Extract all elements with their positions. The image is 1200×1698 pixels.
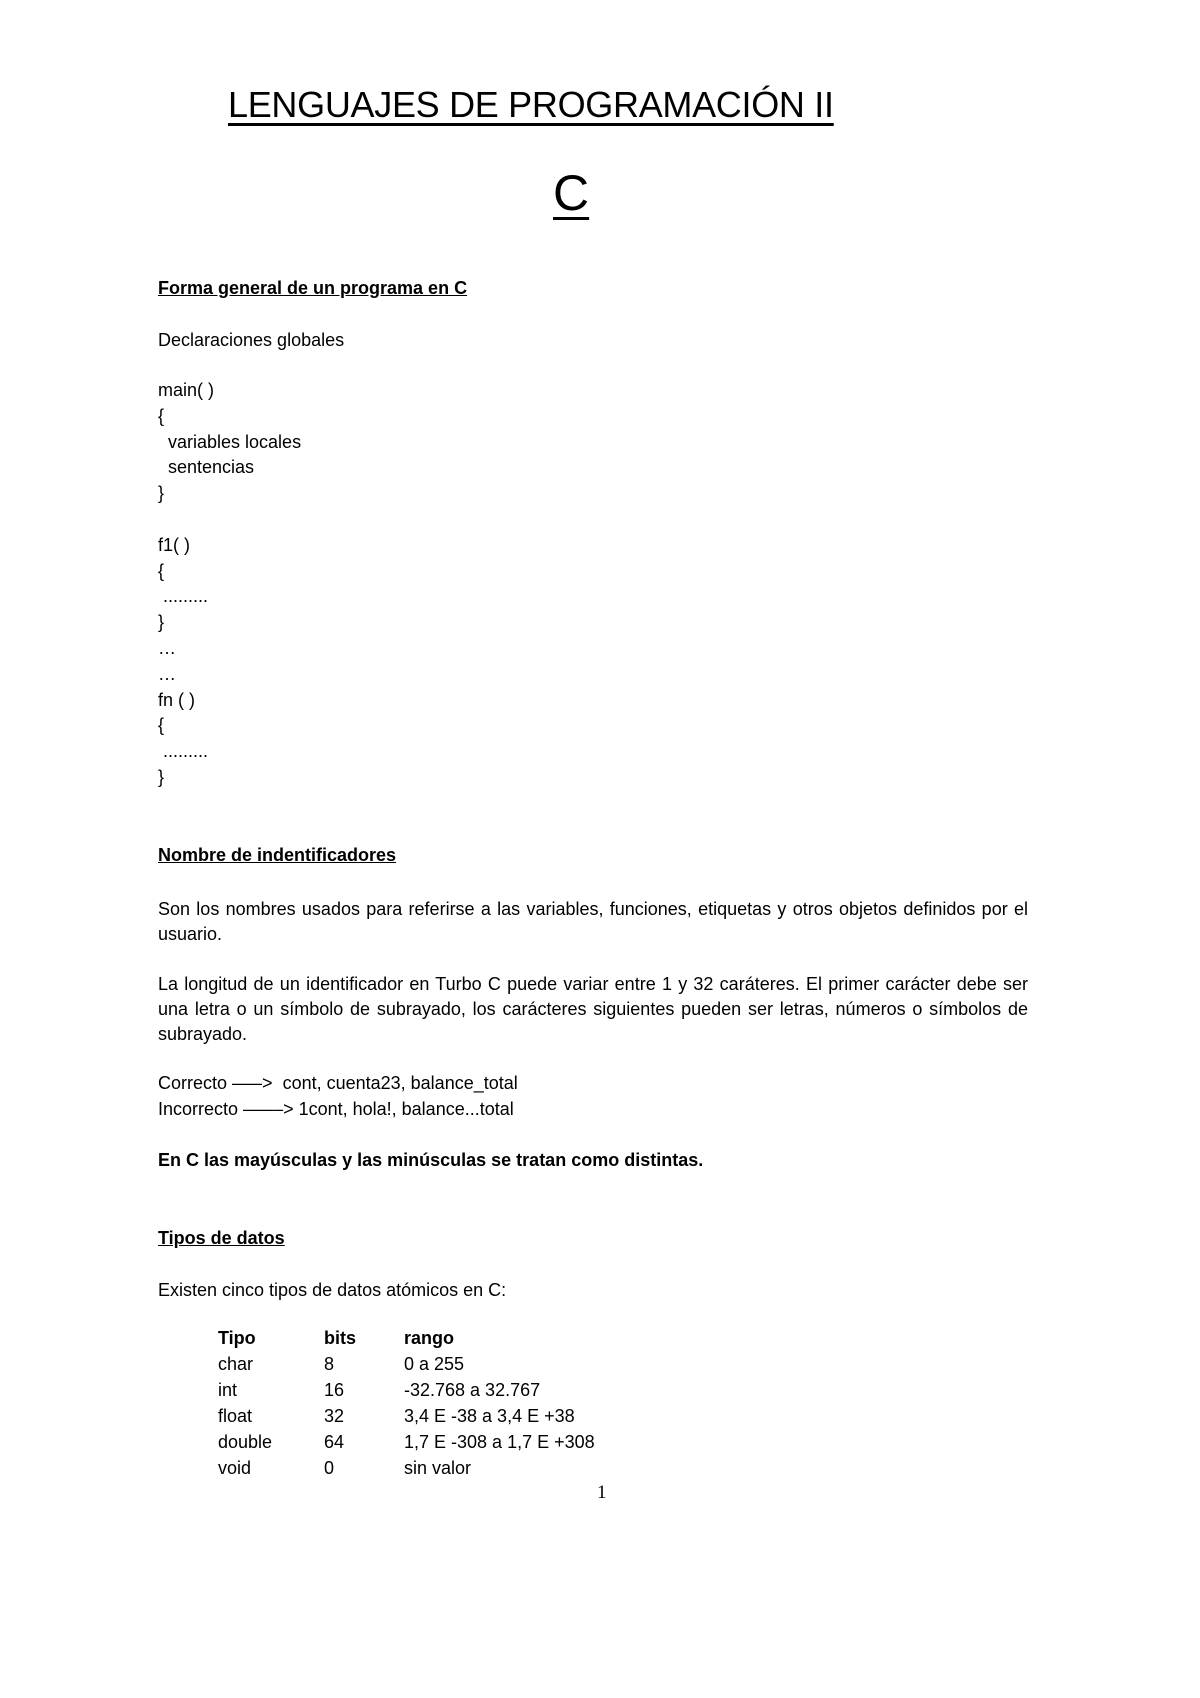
code-line: variables locales: [158, 431, 302, 452]
correct-example-line: Correcto –––> cont, cuenta23, balance_total: [158, 1073, 518, 1093]
table-row: [218, 1406, 595, 1432]
range-cell: 0 a 255: [404, 1354, 465, 1374]
section-heading-identificadores: Nombre de indentificadores: [158, 845, 397, 865]
code-line: {: [158, 715, 165, 736]
table-row: [218, 1458, 595, 1484]
case-sensitivity-note: En C las mayúsculas y las minúsculas se tratan como distintas.: [158, 1150, 704, 1170]
code-line: {: [158, 405, 165, 426]
table-header-row: [218, 1328, 595, 1354]
code-line: }: [158, 766, 165, 787]
section-heading-tipos-datos: Tipos de datos: [158, 1228, 285, 1248]
code-line: f1( ): [158, 534, 191, 555]
type-cell: double: [218, 1432, 273, 1452]
code-line: sentencias: [158, 457, 255, 478]
data-types-intro: Existen cinco tipos de datos atómicos en C:: [158, 1280, 507, 1300]
type-cell: int: [218, 1380, 238, 1400]
range-cell: 1,7 E -308 a 1,7 E +308: [404, 1432, 595, 1452]
bits-cell: 0: [324, 1458, 335, 1478]
code-line: .........: [158, 741, 209, 762]
data-types-table: [218, 1328, 595, 1484]
incorrect-example-line: Incorrecto ––––> 1cont, hola!, balance...total: [158, 1099, 514, 1119]
identifiers-paragraph-1: Son los nombres usados para referirse a las variables, funciones, etiquetas y otros objetos definidos por el usuario.: [158, 899, 1028, 944]
table-row: [218, 1380, 595, 1406]
global-declarations-text: Declaraciones globales: [158, 330, 345, 350]
code-line: fn ( ): [158, 689, 196, 710]
code-line: [158, 507, 301, 533]
code-line: …: [158, 637, 176, 658]
code-line: {: [158, 560, 165, 581]
bits-cell: 16: [324, 1380, 345, 1400]
table-row: [218, 1354, 595, 1380]
range-cell: sin valor: [404, 1458, 472, 1478]
code-line: .........: [158, 586, 209, 607]
code-line: }: [158, 483, 165, 504]
code-line: }: [158, 612, 165, 633]
code-line: …: [158, 663, 176, 684]
identifiers-paragraph-2: La longitud de un identificador en Turbo C puede variar entre 1 y 32 caráteres. El primer carácter debe ser una letra o un símbolo de subrayado, los carácteres siguientes pueden ser letras, números o símbolos de subrayado.: [158, 974, 1028, 1044]
page-number: 1: [597, 1482, 607, 1503]
page-title: LENGUAJES DE PROGRAMACIÓN II: [228, 84, 834, 125]
type-cell: float: [218, 1406, 253, 1426]
bits-cell: 64: [324, 1432, 345, 1452]
section-heading-forma-general: Forma general de un programa en C: [158, 278, 468, 298]
table-row: [218, 1432, 595, 1458]
bits-cell: 32: [324, 1406, 345, 1426]
page-subtitle: C: [553, 165, 590, 221]
range-cell: -32.768 a 32.767: [404, 1380, 541, 1400]
type-cell: void: [218, 1458, 252, 1478]
column-header-bits: bits: [324, 1328, 357, 1348]
range-cell: 3,4 E -38 a 3,4 E +38: [404, 1406, 575, 1426]
column-header-tipo: Tipo: [218, 1328, 256, 1348]
bits-cell: 8: [324, 1354, 335, 1374]
column-header-rango: rango: [404, 1328, 455, 1348]
code-line: main( ): [158, 380, 215, 400]
type-cell: char: [218, 1354, 254, 1374]
program-structure-code: [158, 378, 301, 791]
